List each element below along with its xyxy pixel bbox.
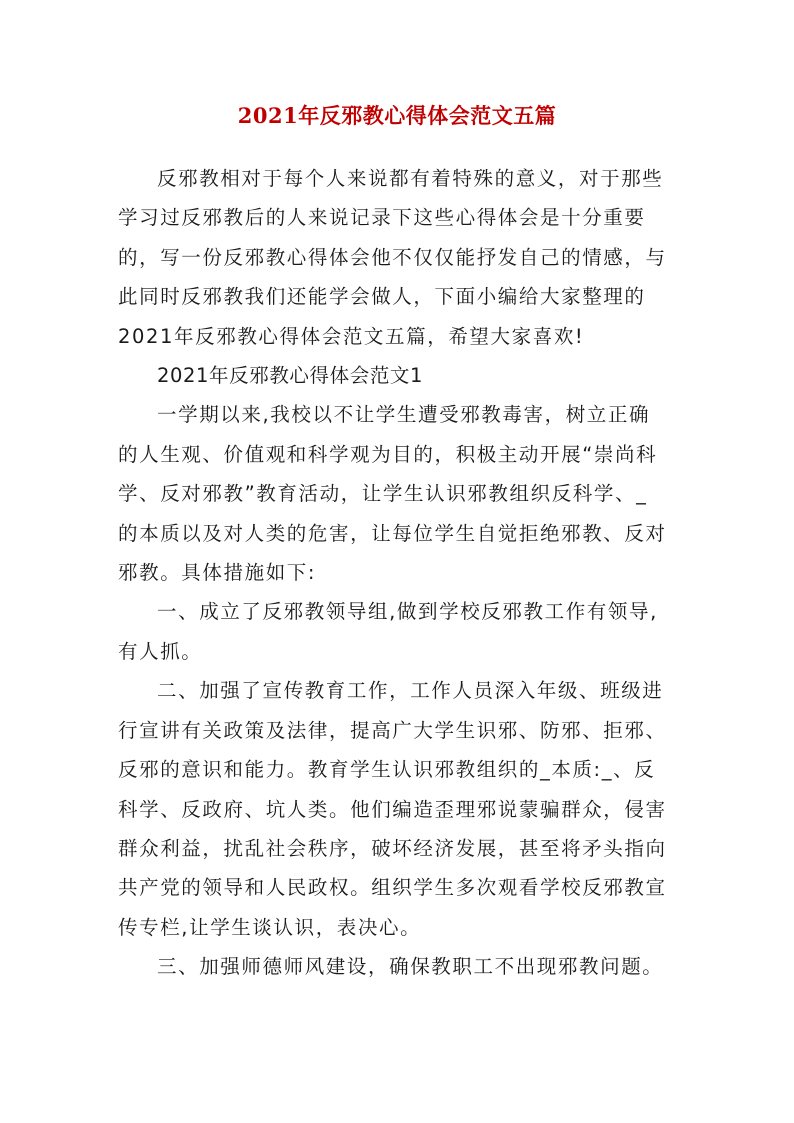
paragraph-2: [118, 592, 682, 671]
intro-paragraph: [118, 159, 682, 356]
paragraph-line: 的人生观、价值观和科学观为目的，积极主动开展“崇尚科: [118, 442, 658, 466]
paragraph-4: [118, 947, 682, 986]
paragraph-line: 科学、反政府、坑人类。他们编造歪理邪说蒙骗群众，侵害: [118, 797, 667, 821]
paragraph-line: 三、加强师德师风建设，确保教职工不出现邪教问题。: [157, 955, 664, 979]
paragraph-line: 有人抓。: [118, 639, 203, 663]
paragraph-line: 传专栏,让学生谈认识，表决心。: [118, 915, 422, 939]
paragraph-line: 共产党的领导和人民政权。组织学生多次观看学校反邪教宣: [118, 876, 667, 900]
section-heading: 2021年反邪教心得体会范文1: [157, 364, 424, 388]
intro-line: 此同时反邪教我们还能学会做人，下面小编给大家整理的: [118, 285, 646, 309]
paragraph-line: 学、反对邪教”教育活动，让学生认识邪教组织反科学、_: [118, 482, 648, 506]
intro-line: 学习过反邪教后的人来说记录下这些心得体会是十分重要: [118, 206, 646, 230]
paragraph-line: 一学期以来,我校以不让学生遭受邪教毒害，树立正确: [157, 403, 651, 427]
paragraph-line: 二、加强了宣传教育工作，工作人员深入年级、班级进: [157, 679, 664, 703]
paragraph-3: [118, 671, 682, 947]
paragraph-line: 的本质以及对人类的危害，让每位学生自觉拒绝邪教、反对: [118, 521, 667, 545]
paragraph-1: [118, 395, 682, 592]
paragraph-line: 邪教。具体措施如下:: [118, 561, 317, 585]
paragraph-line: 反邪的意识和能力。教育学生认识邪教组织的_本质:_、反: [118, 758, 656, 782]
intro-line: 的，写一份反邪教心得体会他不仅仅能抒发自己的情感，与: [118, 245, 667, 269]
document-title: 2021年反邪教心得体会范文五篇: [237, 103, 557, 128]
intro-line: 2021年反邪教心得体会范文五篇，希望大家喜欢!: [118, 324, 585, 348]
paragraph-line: 一、成立了反邪教领导组,做到学校反邪教工作有领导,: [157, 600, 658, 624]
intro-line: 反邪教相对于每个人来说都有着特殊的意义，对于那些: [157, 167, 664, 190]
document-body: [118, 159, 682, 987]
paragraph-line: 群众利益，扰乱社会秩序，破坏经济发展，甚至将矛头指向: [118, 836, 667, 860]
paragraph-line: 行宣讲有关政策及法律，提高广大学生识邪、防邪、拒邪、: [118, 718, 667, 742]
